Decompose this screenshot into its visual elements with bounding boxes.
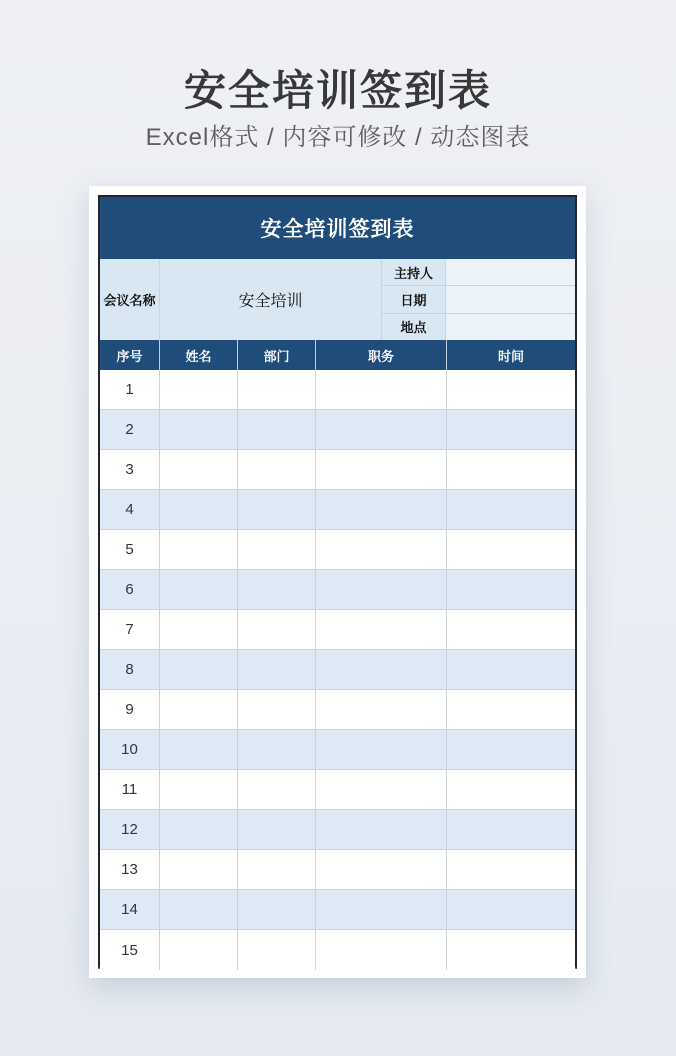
duty-cell [316, 530, 447, 570]
page-title: 安全培训签到表 [183, 67, 492, 114]
dept-cell [238, 490, 316, 530]
name-cell [160, 570, 238, 610]
dept-cell [238, 690, 316, 730]
meeting-name-label: 会议名称 [100, 259, 160, 340]
row-number-cell: 11 [100, 770, 160, 810]
time-cell [447, 610, 575, 650]
row-number-cell: 8 [100, 650, 160, 690]
column-header-no: 序号 [100, 340, 160, 370]
dept-cell [238, 650, 316, 690]
time-cell [447, 650, 575, 690]
dept-cell [238, 530, 316, 570]
dept-cell [238, 890, 316, 930]
table-row [100, 930, 575, 970]
row-number-cell: 14 [100, 890, 160, 930]
table-row [100, 690, 575, 730]
host-value [446, 259, 575, 285]
column-header-name: 姓名 [160, 340, 238, 370]
row-number-cell: 12 [100, 810, 160, 850]
row-number-cell: 1 [100, 370, 160, 410]
duty-cell [316, 890, 447, 930]
table-row [100, 530, 575, 570]
dept-cell [238, 570, 316, 610]
duty-cell [316, 770, 447, 810]
duty-cell [316, 570, 447, 610]
sheet-card [89, 186, 586, 978]
row-number-cell: 6 [100, 570, 160, 610]
date-label: 日期 [382, 286, 446, 312]
name-cell [160, 450, 238, 490]
location-row [382, 314, 575, 340]
row-number-cell: 9 [100, 690, 160, 730]
time-cell [447, 370, 575, 410]
location-value [446, 314, 575, 340]
time-cell [447, 410, 575, 450]
table-row [100, 450, 575, 490]
page-subtitle: Excel格式 / 内容可修改 / 动态图表 [145, 124, 531, 151]
name-cell [160, 490, 238, 530]
name-cell [160, 690, 238, 730]
name-cell [160, 370, 238, 410]
time-cell [447, 490, 575, 530]
column-header-time: 时间 [497, 348, 524, 364]
table-row [100, 650, 575, 690]
row-number-cell: 4 [100, 490, 160, 530]
duty-cell [316, 930, 447, 970]
table-row [100, 410, 575, 450]
row-number-cell: 3 [100, 450, 160, 490]
duty-cell [316, 490, 447, 530]
name-cell [160, 770, 238, 810]
dept-cell [238, 370, 316, 410]
table-row [100, 490, 575, 530]
time-cell [447, 850, 575, 890]
table-row [100, 610, 575, 650]
column-header-dept: 部门 [238, 340, 316, 370]
dept-cell [238, 810, 316, 850]
time-cell [447, 450, 575, 490]
dept-cell [238, 610, 316, 650]
duty-cell [316, 690, 447, 730]
column-header-duty: 职务 [316, 340, 447, 370]
time-cell [447, 570, 575, 610]
table-row [100, 850, 575, 890]
name-cell [160, 610, 238, 650]
duty-cell [316, 730, 447, 770]
time-cell [447, 730, 575, 770]
time-cell [447, 930, 575, 970]
time-cell [447, 690, 575, 730]
duty-cell [316, 370, 447, 410]
name-cell [160, 410, 238, 450]
duty-cell [316, 610, 447, 650]
table-row [100, 570, 575, 610]
host-label: 主持人 [382, 259, 446, 285]
name-cell [160, 530, 238, 570]
dept-cell [238, 850, 316, 890]
name-cell [160, 730, 238, 770]
row-number-cell: 2 [100, 410, 160, 450]
dept-cell [238, 770, 316, 810]
time-cell [447, 810, 575, 850]
time-cell [447, 770, 575, 810]
column-header-row [100, 340, 575, 370]
duty-cell [316, 650, 447, 690]
name-cell [160, 930, 238, 970]
time-cell [447, 530, 575, 570]
duty-cell [316, 810, 447, 850]
duty-cell [316, 450, 447, 490]
table-row [100, 890, 575, 930]
row-number-cell: 10 [100, 730, 160, 770]
row-number-cell: 15 [100, 930, 160, 970]
location-label: 地点 [382, 314, 446, 340]
dept-cell [238, 450, 316, 490]
dept-cell [238, 410, 316, 450]
name-cell [160, 810, 238, 850]
row-number-cell: 5 [100, 530, 160, 570]
table-row [100, 370, 575, 410]
meeting-detail-fields [382, 259, 575, 340]
duty-cell [316, 410, 447, 450]
name-cell [160, 850, 238, 890]
spreadsheet [98, 195, 577, 969]
dept-cell [238, 930, 316, 970]
name-cell [160, 650, 238, 690]
name-cell [160, 890, 238, 930]
row-number-cell: 7 [100, 610, 160, 650]
meeting-name-value: 安全培训 [160, 259, 382, 340]
meeting-info-section [100, 259, 575, 340]
row-number-cell: 13 [100, 850, 160, 890]
table-row [100, 730, 575, 770]
signin-rows [100, 370, 575, 970]
sheet-title-band: 安全培训签到表 [100, 197, 575, 259]
table-row [100, 770, 575, 810]
table-row [100, 810, 575, 850]
time-cell [447, 890, 575, 930]
date-value [446, 286, 575, 312]
dept-cell [238, 730, 316, 770]
duty-cell [316, 850, 447, 890]
date-row [382, 286, 575, 313]
host-row [382, 259, 575, 286]
